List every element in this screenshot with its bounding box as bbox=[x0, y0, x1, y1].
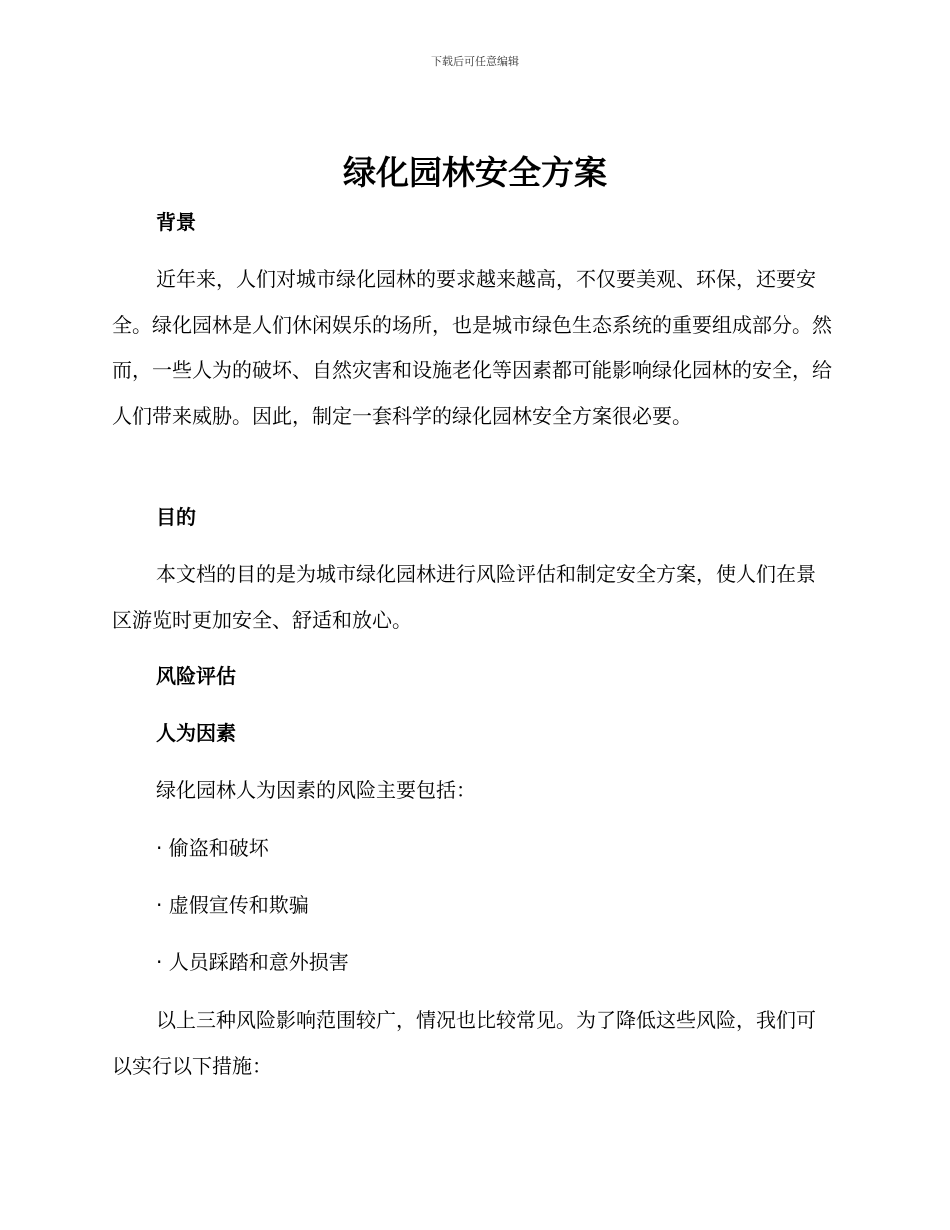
page-header-note: 下载后可任意编辑 bbox=[431, 55, 519, 68]
section-heading-purpose: 目的 bbox=[156, 505, 196, 529]
human-factors-intro: 绿化园林人为因素的风险主要包括： bbox=[156, 778, 476, 802]
document-title: 绿化园林安全方案 bbox=[343, 153, 607, 192]
section-heading-risk-assessment: 风险评估 bbox=[156, 664, 236, 688]
section-heading-human-factors: 人为因素 bbox=[156, 721, 236, 745]
section-heading-background: 背景 bbox=[156, 210, 196, 234]
paragraph-purpose: 本文档的目的是为城市绿化园林进行风险评估和制定安全方案，使人们在景区游览时更加安全、舒适和放心。 bbox=[112, 562, 816, 632]
list-item: · 人员踩踏和意外损害 bbox=[156, 950, 349, 974]
list-item: · 偷盗和破坏 bbox=[156, 836, 269, 860]
paragraph-human-factors-measures: 以上三种风险影响范围较广，情况也比较常见。为了降低这些风险，我们可以实行以下措施： bbox=[112, 1008, 816, 1078]
paragraph-background: 近年来，人们对城市绿化园林的要求越来越高，不仅要美观、环保，还要安全。绿化园林是人们休闲娱乐的场所，也是城市绿色生态系统的重要组成部分。然而，一些人为的破坏、自然灾害和设施老化等因素都可能影响绿化园林的安全，给人们带来威胁。因此，制定一套科学的绿化园林安全方案很必要。 bbox=[112, 267, 832, 428]
list-item: · 虚假宣传和欺骗 bbox=[156, 893, 309, 917]
